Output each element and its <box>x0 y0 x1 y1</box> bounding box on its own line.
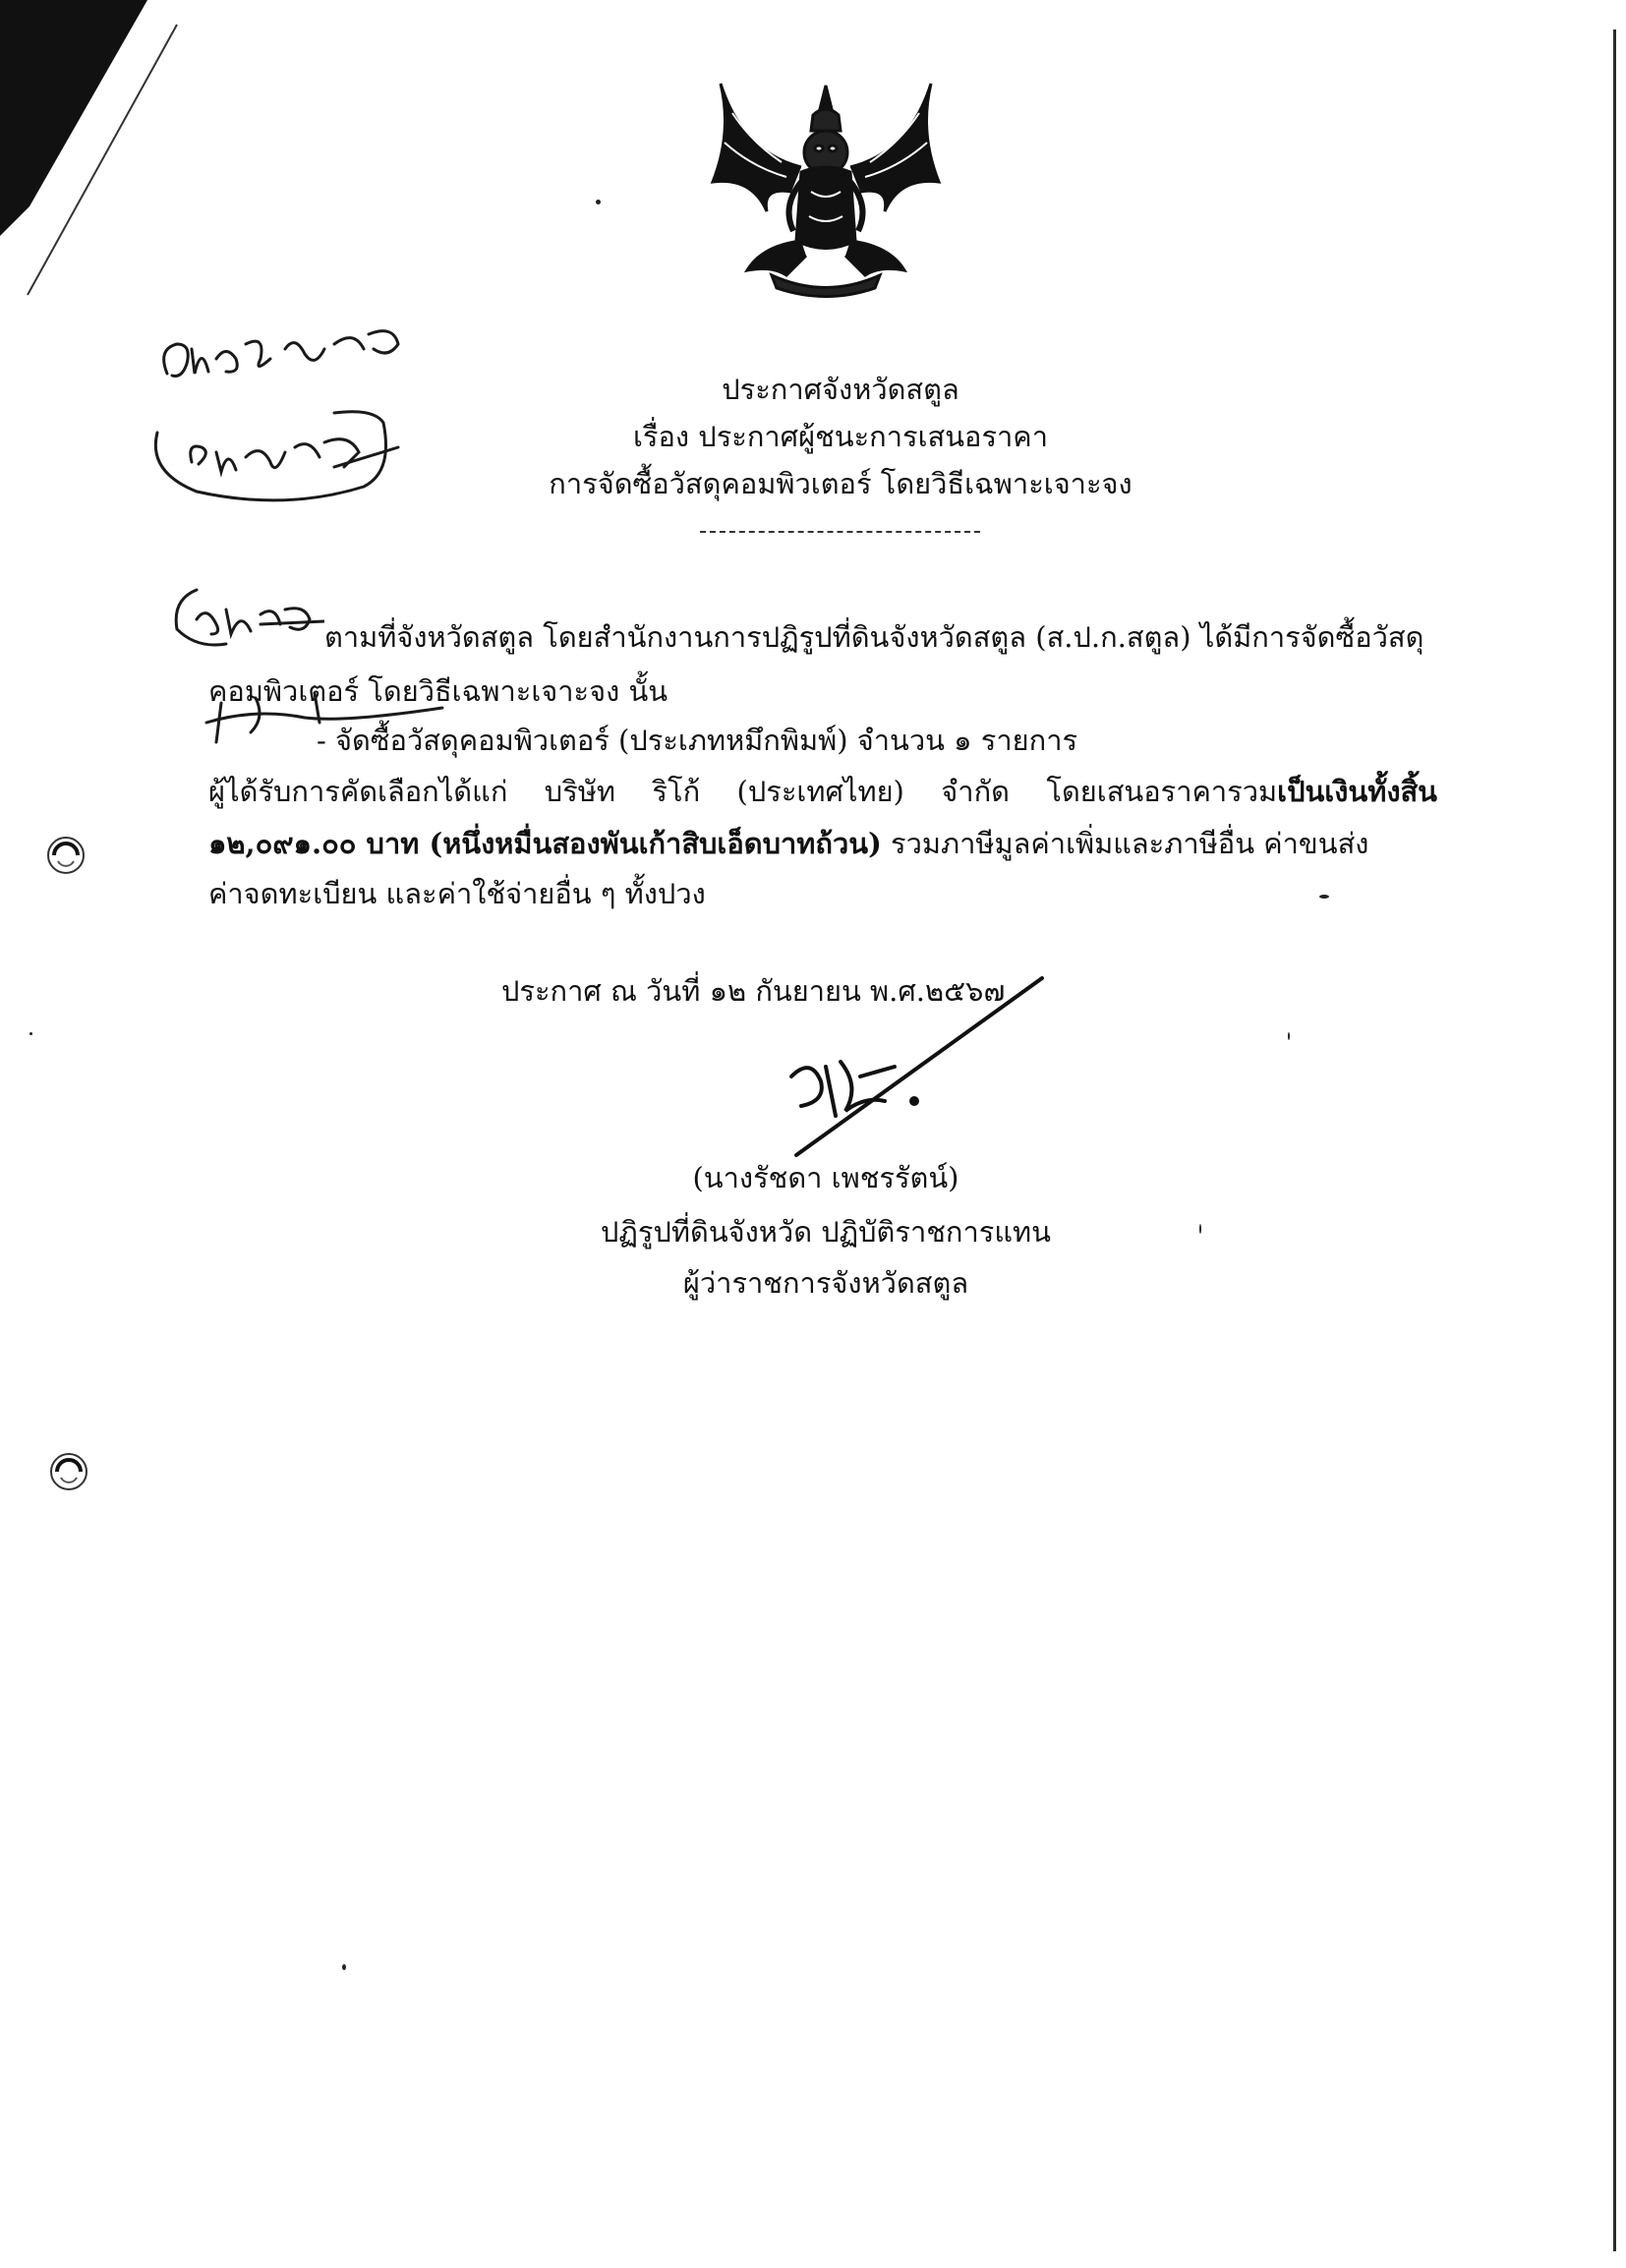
signatory-position: ปฏิรูปที่ดินจังหวัด ปฏิบัติราชการแทน <box>601 1215 1051 1249</box>
scan-speck <box>342 1964 346 1970</box>
amount-line <box>208 821 1368 866</box>
scan-speck <box>1319 895 1329 899</box>
scan-right-edge <box>1613 29 1616 2251</box>
winner-line <box>208 769 1437 814</box>
handwritten-note-3 <box>167 580 324 654</box>
winner-total-label: เป็นเงินทั้งสิ้น <box>1277 775 1437 808</box>
signatory-position-2: ผู้ว่าราชการจังหวัดสตูล <box>682 1266 969 1300</box>
scan-speck <box>29 1032 32 1035</box>
para1-line2: คอมพิวเตอร์ โดยวิธีเฉพาะเจาะจง นั้น <box>208 674 668 708</box>
scan-speck <box>596 200 601 204</box>
purchase-item: - จัดซื้อวัสดุคอมพิวเตอร์ (ประเภทหมึกพิมพ์) จำนวน ๑ รายการ <box>317 724 1078 757</box>
binder-hole-icon <box>44 834 87 877</box>
para1-line1: ตามที่จังหวัดสตูล โดยสำนักงานการปฏิรูปที่ดินจังหวัดสตูล (ส.ป.ก.สตูล) ได้มีการจัดซื้อวัสดุ <box>324 620 1424 654</box>
garuda-emblem-icon <box>703 74 949 305</box>
scan-speck <box>1288 1032 1290 1040</box>
handwritten-note-2 <box>138 393 403 511</box>
final-line: ค่าจดทะเบียน และค่าใช้จ่ายอื่น ๆ ทั้งปวง <box>208 877 706 910</box>
amount-value: ๑๒,๐๙๑.๐๐ บาท (หนึ่งหมื่นสองพันเก้าสิบเอ็ดบาทถ้วน) <box>208 827 882 860</box>
signatory-name: (นางรัชดา เพชรรัตน์) <box>692 1161 959 1194</box>
date-line: ประกาศ ณ วันที่ ๑๒ กันยายน พ.ศ.๒๕๖๗ <box>501 974 1006 1008</box>
winner-prefix: ผู้ได้รับการคัดเลือกได้แก่ บริษัท ริโก้ (ประเทศไทย) จำกัด โดยเสนอราคารวม <box>208 775 1278 808</box>
header-divider <box>700 531 980 533</box>
amount-suffix: รวมภาษีมูลค่าเพิ่มและภาษีอื่น ค่าขนส่ง <box>881 827 1369 860</box>
announcement-title: ประกาศจังหวัดสตูล <box>722 373 959 406</box>
signature-scribble <box>767 968 1062 1165</box>
binder-hole-icon <box>47 1450 90 1493</box>
announcement-subject: เรื่อง ประกาศผู้ชนะการเสนอราคา <box>633 420 1048 453</box>
handwritten-strike-note <box>197 678 452 747</box>
scan-speck <box>1199 1224 1201 1234</box>
scan-corner-shadow <box>0 0 197 315</box>
announcement-subtitle: การจัดซื้อวัสดุคอมพิวเตอร์ โดยวิธีเฉพาะเจาะจง <box>549 467 1132 500</box>
